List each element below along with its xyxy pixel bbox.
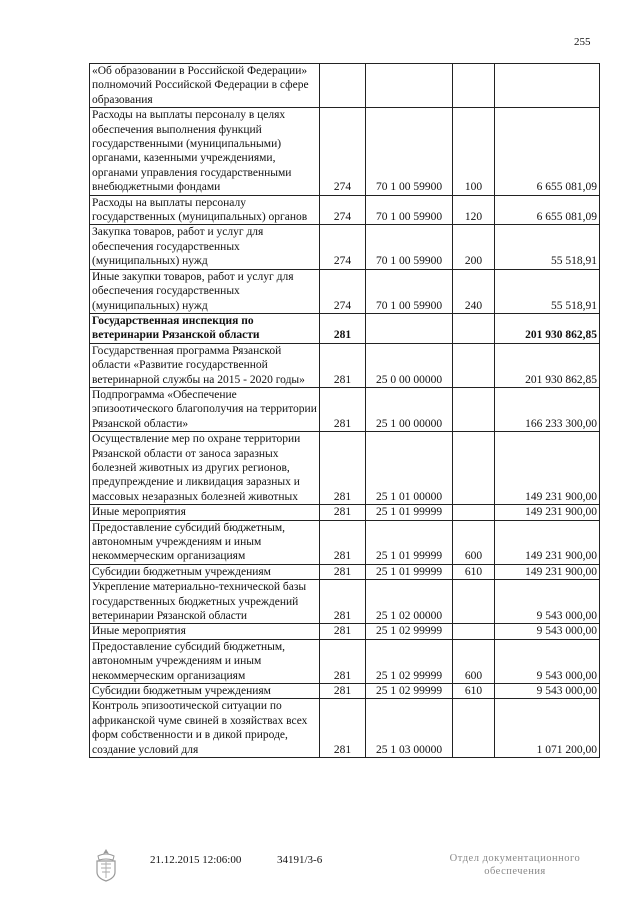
row-target-article [366, 64, 453, 108]
page-number: 255 [574, 36, 591, 48]
row-name: Предоставление субсидий бюджетным, автономным учреждениям и иным некоммерческим организациям [90, 639, 320, 683]
row-admin-code: 281 [320, 564, 366, 579]
row-target-article: 70 1 00 59900 [366, 108, 453, 195]
row-name: Иные мероприятия [90, 624, 320, 639]
row-name: Предоставление субсидий бюджетным, автономным учреждениям и иным некоммерческим организациям [90, 520, 320, 564]
footer-document-code: 34191/3-6 [277, 854, 323, 866]
row-expense-type [453, 387, 495, 431]
row-amount: 149 231 900,00 [495, 505, 600, 520]
row-target-article: 70 1 00 59900 [366, 225, 453, 269]
row-expense-type [453, 699, 495, 758]
row-expense-type: 120 [453, 195, 495, 225]
row-amount: 9 543 000,00 [495, 580, 600, 624]
row-expense-type [453, 313, 495, 343]
row-expense-type [453, 580, 495, 624]
row-target-article: 25 1 00 00000 [366, 387, 453, 431]
table-row [90, 580, 600, 624]
row-admin-code: 274 [320, 225, 366, 269]
table-row [90, 313, 600, 343]
row-name: Государственная инспекция по ветеринарии Рязанской области [90, 313, 320, 343]
row-expense-type [453, 64, 495, 108]
row-admin-code: 281 [320, 505, 366, 520]
table-row [90, 505, 600, 520]
row-target-article: 25 1 02 99999 [366, 639, 453, 683]
row-target-article: 25 1 02 99999 [366, 624, 453, 639]
table-row [90, 624, 600, 639]
row-admin-code: 274 [320, 269, 366, 313]
row-expense-type: 200 [453, 225, 495, 269]
table-row [90, 520, 600, 564]
table-row [90, 195, 600, 225]
row-name: Иные мероприятия [90, 505, 320, 520]
table-row [90, 108, 600, 195]
row-target-article: 25 1 02 00000 [366, 580, 453, 624]
row-admin-code: 281 [320, 699, 366, 758]
footer-department-stamp: Отдел документационного обеспечения [449, 853, 581, 877]
row-name: «Об образовании в Российской Федерации» полномочий Российской Федерации в сфере образования [90, 64, 320, 108]
row-amount: 6 655 081,09 [495, 108, 600, 195]
table-row [90, 64, 600, 108]
table-row [90, 684, 600, 699]
row-expense-type [453, 624, 495, 639]
row-name: Субсидии бюджетным учреждениям [90, 564, 320, 579]
row-admin-code: 281 [320, 624, 366, 639]
row-admin-code: 281 [320, 639, 366, 683]
row-name: Иные закупки товаров, работ и услуг для обеспечения государственных (муниципальных) нужд [90, 269, 320, 313]
row-target-article: 25 0 00 00000 [366, 343, 453, 387]
row-amount [495, 64, 600, 108]
row-expense-type: 600 [453, 639, 495, 683]
row-amount: 149 231 900,00 [495, 520, 600, 564]
row-name: Укрепление материально-технической базы государственных бюджетных учреждений ветеринарии Рязанской области [90, 580, 320, 624]
row-target-article: 25 1 02 99999 [366, 684, 453, 699]
row-expense-type: 600 [453, 520, 495, 564]
row-admin-code: 274 [320, 108, 366, 195]
row-target-article: 25 1 01 99999 [366, 564, 453, 579]
row-target-article: 25 1 01 00000 [366, 432, 453, 505]
row-target-article: 70 1 00 59900 [366, 269, 453, 313]
row-expense-type: 100 [453, 108, 495, 195]
budget-table [89, 63, 600, 758]
row-admin-code: 281 [320, 432, 366, 505]
row-amount: 9 543 000,00 [495, 624, 600, 639]
row-amount: 149 231 900,00 [495, 564, 600, 579]
row-admin-code: 274 [320, 195, 366, 225]
row-expense-type [453, 432, 495, 505]
coat-of-arms-icon [93, 848, 119, 882]
row-admin-code: 281 [320, 313, 366, 343]
row-admin-code: 281 [320, 343, 366, 387]
row-admin-code: 281 [320, 684, 366, 699]
table-row [90, 387, 600, 431]
footer-date: 21.12.2015 12:06:00 [150, 854, 242, 866]
row-expense-type [453, 505, 495, 520]
row-target-article: 25 1 01 99999 [366, 505, 453, 520]
row-amount: 6 655 081,09 [495, 195, 600, 225]
row-amount: 9 543 000,00 [495, 684, 600, 699]
row-amount: 149 231 900,00 [495, 432, 600, 505]
row-target-article: 25 1 03 00000 [366, 699, 453, 758]
row-target-article: 70 1 00 59900 [366, 195, 453, 225]
row-amount: 9 543 000,00 [495, 639, 600, 683]
row-admin-code: 281 [320, 520, 366, 564]
row-amount: 166 233 300,00 [495, 387, 600, 431]
row-admin-code: 281 [320, 580, 366, 624]
row-name: Субсидии бюджетным учреждениям [90, 684, 320, 699]
row-admin-code: 281 [320, 387, 366, 431]
budget-table-body [90, 64, 600, 758]
row-amount: 201 930 862,85 [495, 343, 600, 387]
table-row [90, 639, 600, 683]
row-name: Подпрограмма «Обеспечение эпизоотического благополучия на территории Рязанской области» [90, 387, 320, 431]
row-amount: 1 071 200,00 [495, 699, 600, 758]
table-row [90, 564, 600, 579]
row-expense-type [453, 343, 495, 387]
row-amount: 55 518,91 [495, 269, 600, 313]
row-amount: 55 518,91 [495, 225, 600, 269]
table-row [90, 699, 600, 758]
row-name: Контроль эпизоотической ситуации по африканской чуме свиней в хозяйствах всех форм собственности и в дикой природе, создание условий для [90, 699, 320, 758]
row-name: Государственная программа Рязанской области «Развитие государственной ветеринарной службы на 2015 - 2020 годы» [90, 343, 320, 387]
row-expense-type: 610 [453, 564, 495, 579]
table-row [90, 432, 600, 505]
row-target-article [366, 313, 453, 343]
row-admin-code [320, 64, 366, 108]
table-row [90, 225, 600, 269]
row-name: Расходы на выплаты персоналу в целях обеспечения выполнения функций государственными (муниципальными) органами, казенными учреждениями, органами управления государственными внебюджетными фондами [90, 108, 320, 195]
row-target-article: 25 1 01 99999 [366, 520, 453, 564]
table-row [90, 343, 600, 387]
row-expense-type: 240 [453, 269, 495, 313]
row-name: Расходы на выплаты персоналу государственных (муниципальных) органов [90, 195, 320, 225]
row-amount: 201 930 862,85 [495, 313, 600, 343]
row-expense-type: 610 [453, 684, 495, 699]
row-name: Закупка товаров, работ и услуг для обеспечения государственных (муниципальных) нужд [90, 225, 320, 269]
row-name: Осуществление мер по охране территории Рязанской области от заноса заразных болезней животных из других регионов, предупреждение и ликвидация заразных и массовых незаразных болезней животных [90, 432, 320, 505]
table-row [90, 269, 600, 313]
